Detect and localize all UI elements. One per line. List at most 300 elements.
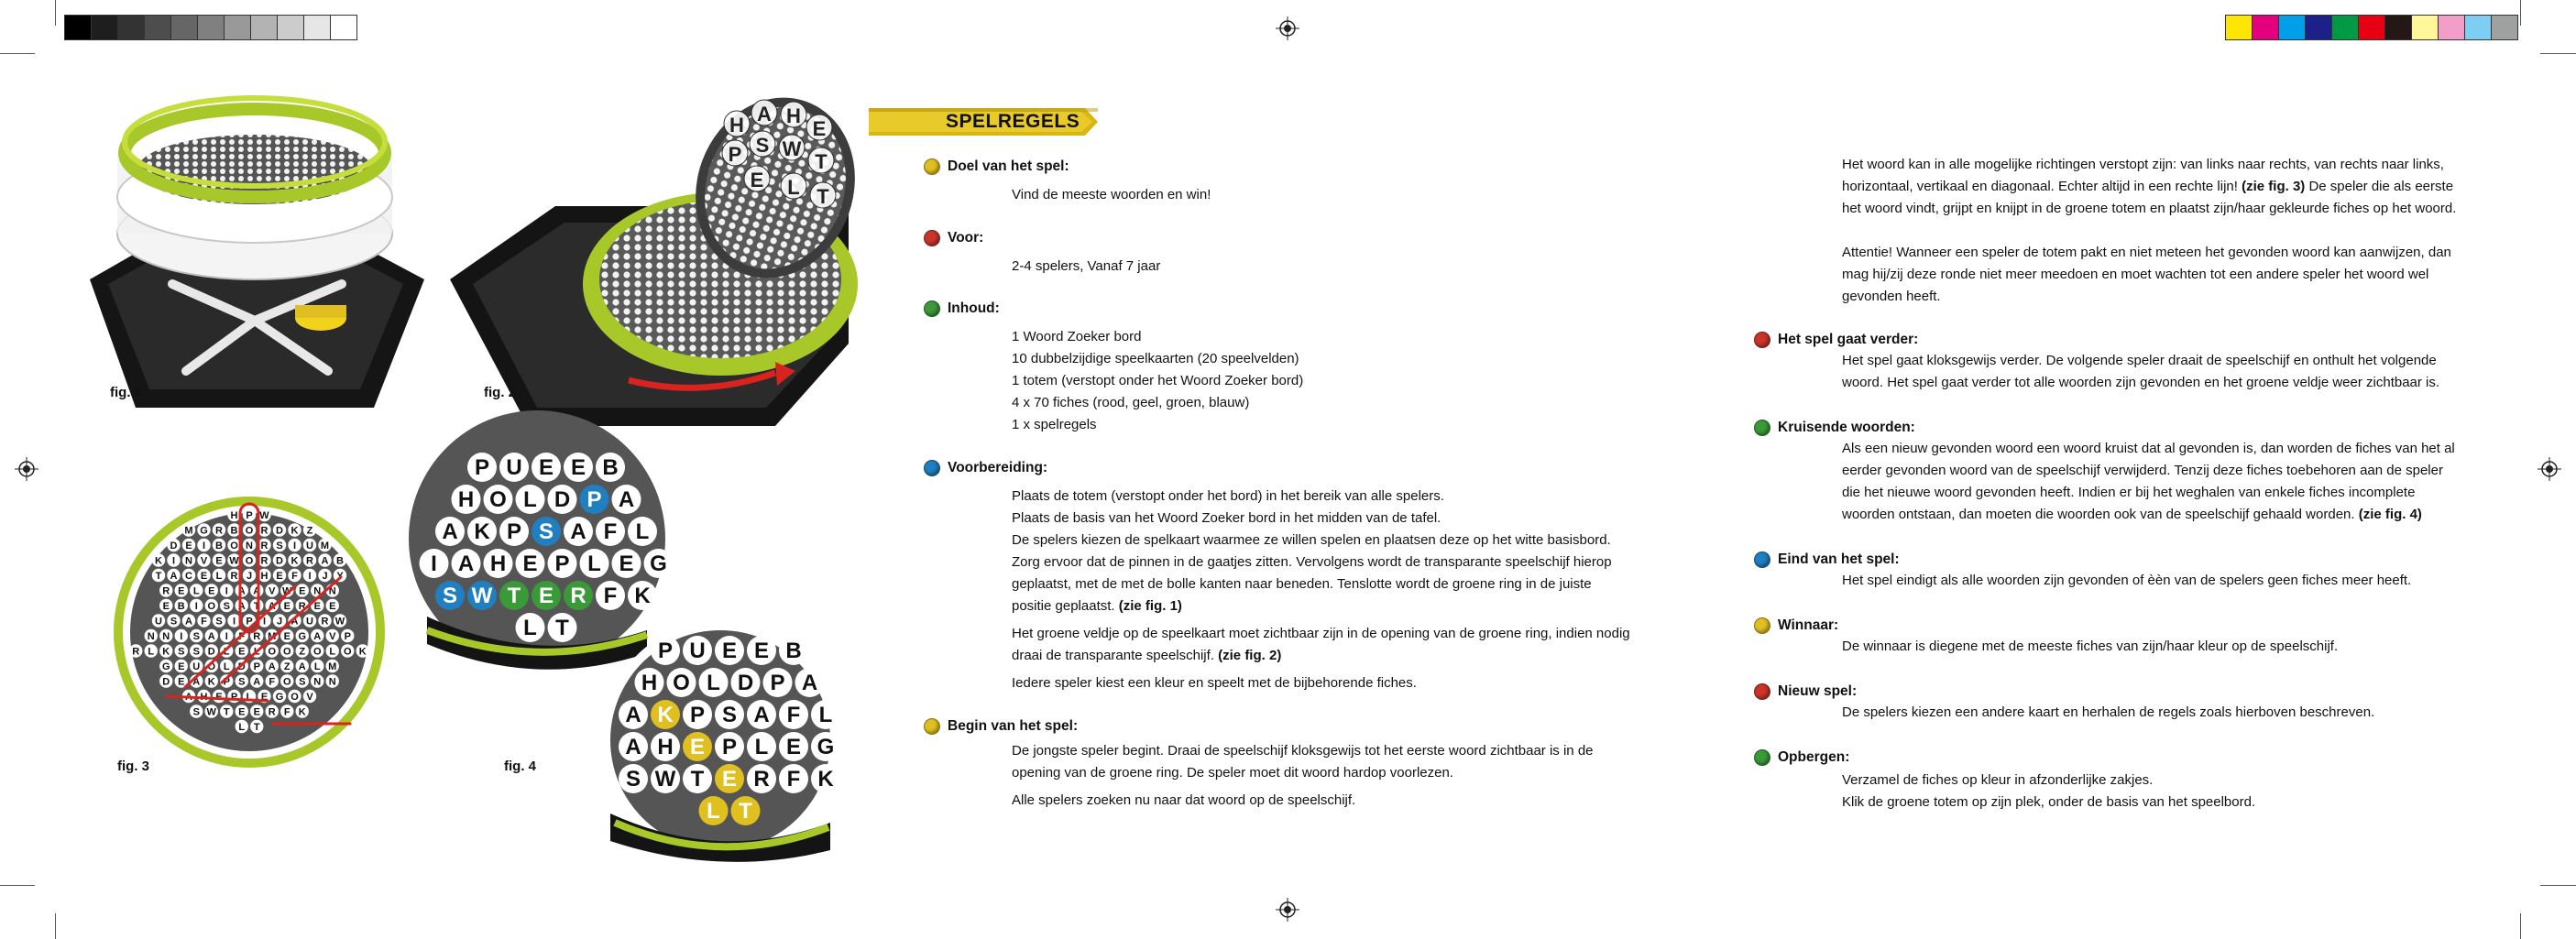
grid-letter: M xyxy=(184,525,193,537)
grid-letter: S xyxy=(238,676,246,688)
grid-letter: E xyxy=(238,646,246,658)
grid-letter: K xyxy=(657,703,674,727)
grid-letter: E xyxy=(215,692,223,703)
grid-letter: Z xyxy=(283,661,290,672)
grid-letter: U xyxy=(192,661,201,672)
section-doel xyxy=(924,157,1211,206)
grid-letter: E xyxy=(178,585,185,597)
grid-letter: D xyxy=(737,671,754,695)
text-span: positie geplaatst. xyxy=(1012,598,1115,614)
color-swatch xyxy=(304,16,331,39)
crop-mark xyxy=(55,0,56,26)
text-line: Klik de groene totem op zijn plek, onder de basis van het speelbord. xyxy=(1842,794,2256,810)
grid-letter: G xyxy=(650,551,667,576)
grid-letter: N xyxy=(246,540,253,551)
grid-letter: S xyxy=(442,584,458,608)
grid-letter: E xyxy=(178,661,185,672)
grid-letter: P xyxy=(246,510,253,521)
grid-letter: W xyxy=(206,706,216,718)
grid-letter: M xyxy=(320,540,330,551)
heading-nieuw: Nieuw spel: xyxy=(1778,683,1858,699)
grid-letter: B xyxy=(230,525,238,537)
grid-letter: R xyxy=(260,540,269,551)
grid-letter: L xyxy=(148,646,155,658)
color-swatch xyxy=(2279,16,2306,39)
grid-letter: V xyxy=(269,585,276,597)
grid-letter: T xyxy=(155,571,162,582)
grid-letter: U xyxy=(506,455,522,480)
grid-letter: O xyxy=(207,601,216,612)
grid-letter: A xyxy=(442,519,458,544)
figure-1-game-board-assembly xyxy=(81,87,429,417)
grid-letter: O xyxy=(268,646,277,658)
grid-letter: T xyxy=(223,706,230,718)
grid-letter: I xyxy=(180,631,183,642)
grid-letter: E xyxy=(238,706,246,718)
grid-letter: F xyxy=(238,631,246,642)
text-line: 10 dubbelzijdige speelkaarten (20 speelvelden) xyxy=(1012,351,1299,366)
heading-eind: Eind van het spel: xyxy=(1778,551,1900,567)
grid-letter: E xyxy=(260,692,269,703)
grid-letter: O xyxy=(312,646,322,658)
grid-letter: D xyxy=(207,646,215,658)
grid-letter: R xyxy=(132,646,140,658)
grid-letter: P xyxy=(586,487,602,512)
grid-letter: O xyxy=(489,487,507,512)
color-swatch xyxy=(278,16,304,39)
grid-letter: R xyxy=(230,571,238,582)
section-begin xyxy=(924,716,1594,812)
text-line xyxy=(1842,176,2456,198)
grid-letter: N xyxy=(147,631,155,642)
grid-letter: J xyxy=(276,616,283,628)
grid-letter: A xyxy=(290,616,299,628)
grid-letter: Z xyxy=(306,525,313,537)
grid-letter: M xyxy=(328,661,337,672)
grid-letter: R xyxy=(215,525,223,537)
grid-letter: E xyxy=(619,551,634,576)
grid-letter: R xyxy=(268,706,276,718)
grid-letter: G xyxy=(275,692,284,703)
figure-reference: (zie fig. 1) xyxy=(1118,598,1182,614)
color-swatch xyxy=(145,16,171,39)
section-winnaar xyxy=(1754,616,2338,658)
grid-letter: E xyxy=(750,169,764,191)
grid-letter: A xyxy=(253,585,261,597)
grid-letter: P xyxy=(246,616,253,628)
grid-letter: S xyxy=(625,767,641,792)
text-line: Het spel eindigt als alle woorden zijn gevonden of èèn van de spelers geen fiches meer heeft. xyxy=(1842,573,2412,588)
grid-letter: K xyxy=(634,584,651,608)
grid-letter: D xyxy=(170,540,178,551)
grid-letter: E xyxy=(276,571,283,582)
grid-letter: E xyxy=(162,601,170,612)
figure-reference: (zie fig. 3) xyxy=(2242,179,2306,194)
grid-letter: U xyxy=(306,616,313,628)
grid-letter: U xyxy=(306,540,313,551)
red-bullet-icon xyxy=(924,230,940,246)
grid-letter: L xyxy=(754,735,769,759)
grid-letter: K xyxy=(162,646,170,658)
color-swatch xyxy=(2332,16,2359,39)
grid-letter: G xyxy=(817,735,835,759)
grid-letter: L xyxy=(635,519,650,544)
crop-mark xyxy=(55,913,56,939)
grid-letter: G xyxy=(161,661,170,672)
grid-letter: P xyxy=(770,671,785,695)
section-richtingen xyxy=(1842,154,2456,308)
grid-letter: A xyxy=(185,692,192,703)
grid-letter: P xyxy=(253,661,260,672)
text-line: woord. Het spel gaat verder tot alle woorden zijn gevonden en het groene veldje weer zichtbaar is. xyxy=(1842,375,2440,390)
grid-letter: S xyxy=(538,519,554,544)
grid-letter: E xyxy=(721,767,738,792)
text-line: Plaats de basis van het Woord Zoeker bord in het midden van de tafel. xyxy=(1012,510,1441,526)
grid-letter: L xyxy=(313,661,321,672)
text-line: 1 totem (verstopt onder het Woord Zoeker bord) xyxy=(1012,373,1304,388)
crop-mark xyxy=(0,53,35,54)
grid-letter: R xyxy=(260,555,269,567)
grid-letter: J xyxy=(246,571,253,582)
grid-letter: H xyxy=(200,692,208,703)
heading-begin: Begin van het spel: xyxy=(948,718,1079,734)
grid-letter: A xyxy=(618,487,635,512)
color-swatch xyxy=(2385,16,2412,39)
grid-letter: A xyxy=(625,703,641,727)
grid-letter: F xyxy=(786,703,801,727)
section-voor xyxy=(924,228,1160,278)
grid-letter: U xyxy=(155,616,162,628)
grid-letter: T xyxy=(815,150,828,173)
section-voorbereiding xyxy=(924,458,1630,694)
grid-letter: K xyxy=(290,525,299,537)
grid-letter: P xyxy=(689,703,706,727)
grid-letter: E xyxy=(538,455,554,480)
grid-letter: S xyxy=(299,676,306,688)
grid-letter: P xyxy=(223,676,230,688)
grid-letter: E xyxy=(200,571,208,582)
grid-letter: O xyxy=(245,555,254,567)
grid-letter: A xyxy=(207,631,215,642)
grid-letter: D xyxy=(554,487,571,512)
text-line: het woord vindt, grijpt en knijpt in de groene totem en plaatst zijn/haar gekleurde fiches op het woord. xyxy=(1842,201,2457,216)
grid-letter: G xyxy=(200,525,208,537)
figure-1-label: fig. 1 xyxy=(110,385,143,400)
grid-letter: P xyxy=(721,735,738,759)
grid-letter: E xyxy=(283,631,290,642)
grid-letter: Z xyxy=(299,646,306,658)
grid-letter: F xyxy=(283,706,290,718)
grid-letter: P xyxy=(344,631,351,642)
text-line: 2-4 spelers, Vanaf 7 jaar xyxy=(1012,258,1161,274)
figure-2-label: fig. 2 xyxy=(484,385,517,400)
grid-letter: E xyxy=(721,639,738,663)
color-swatch xyxy=(2465,16,2492,39)
color-swatch xyxy=(2492,16,2517,39)
text-line: De winnaar is diegene met de meeste fiches van zijn/haar kleur op de speelschijf. xyxy=(1842,639,2339,654)
grid-letter: H xyxy=(641,671,658,695)
grid-letter: H xyxy=(657,735,674,759)
grid-letter: D xyxy=(276,555,283,567)
text-line: Het groene veldje op de speelkaart moet zichtbaar zijn in de opening van de groene ring, indien nodig xyxy=(1012,626,1630,641)
grid-letter: I xyxy=(262,616,267,628)
grid-letter: L xyxy=(215,571,223,582)
grid-letter: N xyxy=(328,585,336,597)
cmyk-color-bar xyxy=(2225,15,2518,40)
registration-mark-icon xyxy=(15,457,38,481)
grid-letter: W xyxy=(229,555,239,567)
grid-letter: T xyxy=(253,722,260,733)
grid-letter: F xyxy=(269,676,276,688)
text-line: 1 Woord Zoeker bord xyxy=(1012,329,1142,344)
grid-letter: W xyxy=(471,584,493,608)
text-line: Plaats de totem (verstopt onder het bord) in het bereik van alle spelers. xyxy=(1012,488,1444,504)
grid-letter: A xyxy=(237,601,246,612)
text-span: horizontaal, vertikaal en diagonaal. Echter altijd in een rechte lijn! xyxy=(1842,179,2238,194)
grid-letter: A xyxy=(298,661,306,672)
grid-letter: B xyxy=(215,540,223,551)
text-line: De jongste speler begint. Draai de speelschijf kloksgewijs tot het eerste woord zichtbaar is in de xyxy=(1012,743,1594,759)
red-bullet-icon xyxy=(1754,332,1770,348)
grid-letter: T xyxy=(253,601,260,612)
grid-letter: I xyxy=(308,571,312,582)
grid-letter: I xyxy=(431,551,437,576)
grid-letter: N xyxy=(185,555,192,567)
grid-letter: H xyxy=(230,510,238,521)
grid-letter: A xyxy=(237,585,246,597)
color-swatch xyxy=(118,16,145,39)
grid-letter: P xyxy=(506,519,522,544)
blue-bullet-icon xyxy=(1754,551,1770,568)
grid-letter: A xyxy=(170,571,178,582)
section-nieuw xyxy=(1754,682,2374,724)
text-line: eerder gevonden woord van de speelschijf verwijderd. Tenzij deze fiches toebehoren aan de speler xyxy=(1842,463,2443,478)
grid-letter: P xyxy=(657,639,674,663)
grid-letter: T xyxy=(817,185,829,208)
grid-letter: E xyxy=(689,735,706,759)
grid-letter: D xyxy=(276,525,283,537)
color-swatch xyxy=(2226,16,2253,39)
yellow-bullet-icon xyxy=(924,158,940,175)
grid-letter: L xyxy=(587,551,601,576)
grid-letter: E xyxy=(753,639,770,663)
grid-letter: K xyxy=(290,555,299,567)
text-line: Alle spelers zoeken nu naar dat woord op de speelschijf. xyxy=(1012,792,1356,808)
grid-letter: L xyxy=(192,585,200,597)
text-span: draai de transparante speelschijf. xyxy=(1012,648,1214,663)
grid-letter: K xyxy=(298,706,306,718)
grid-letter: E xyxy=(329,601,336,612)
grid-letter: A xyxy=(753,703,770,727)
grid-letter: G xyxy=(298,631,307,642)
crop-mark xyxy=(2520,913,2521,939)
text-line: Als een nieuw gevonden woord een woord kruist dat al gevonden is, dan worden de fiches van het al xyxy=(1842,441,2455,456)
grid-letter: C xyxy=(185,571,192,582)
grid-letter: F xyxy=(786,767,801,792)
grid-letter: N xyxy=(313,585,322,597)
grid-letter: E xyxy=(185,540,192,551)
grid-letter: I xyxy=(232,616,236,628)
grid-letter: J xyxy=(322,571,328,582)
grid-letter: F xyxy=(201,616,207,628)
grid-letter: F xyxy=(603,519,618,544)
heading-kruisende: Kruisende woorden: xyxy=(1778,420,1915,435)
crop-mark xyxy=(0,885,35,886)
heading-opbergen: Opbergen: xyxy=(1778,749,1850,765)
grid-letter: Y xyxy=(336,571,344,582)
heading-doel: Doel van het spel: xyxy=(948,158,1069,174)
grid-letter: R xyxy=(260,525,269,537)
text-line xyxy=(1842,504,2455,526)
color-swatch xyxy=(2359,16,2385,39)
grid-letter: L xyxy=(707,799,720,824)
grid-letter: E xyxy=(812,117,827,140)
text-span: De speler die als eerste xyxy=(2308,179,2454,194)
grid-letter: T xyxy=(739,799,752,824)
grid-letter: L xyxy=(523,487,537,512)
color-swatch xyxy=(92,16,118,39)
grid-letter: O xyxy=(290,692,299,703)
text-line: De spelers kiezen een andere kaart en herhalen de regels zoals hierboven beschreven. xyxy=(1842,704,2375,720)
text-line: 4 x 70 fiches (rood, geel, groen, blauw) xyxy=(1012,395,1250,410)
registration-mark-icon xyxy=(2538,457,2561,481)
grid-letter: A xyxy=(625,735,641,759)
grid-letter: F xyxy=(603,584,618,608)
yellow-bullet-icon xyxy=(924,718,940,735)
grid-letter: I xyxy=(292,540,297,551)
grid-letter: I xyxy=(202,540,206,551)
grid-letter: H xyxy=(786,104,801,127)
grid-letter: B xyxy=(602,455,619,480)
grid-letter: K xyxy=(207,676,215,688)
grid-letter: O xyxy=(282,646,291,658)
grid-letter: R xyxy=(253,631,261,642)
grid-letter: P xyxy=(474,455,490,480)
grid-letter: N xyxy=(313,676,322,688)
grid-letter: H xyxy=(260,571,269,582)
grid-letter: K xyxy=(474,519,490,544)
figure-4-crossing-words xyxy=(427,447,835,859)
text-line: Zorg ervoor dat de pinnen in de gaatjes zitten. Vervolgens wordt de transparante speelschijf hierop xyxy=(1012,554,1612,570)
grid-letter: E xyxy=(299,585,306,597)
grid-letter: W xyxy=(282,585,292,597)
grid-letter: P xyxy=(728,143,742,166)
grid-letter: T xyxy=(507,584,521,608)
grid-letter: R xyxy=(162,585,170,597)
grid-letter: T xyxy=(555,616,569,640)
grid-letter: E xyxy=(522,551,538,576)
grid-letter: K xyxy=(155,555,162,567)
grid-letter: S xyxy=(192,706,200,718)
grid-letter: A xyxy=(253,676,261,688)
text-line: Het spel gaat kloksgewijs verder. De volgende speler draait de speelschijf en onthult het volgende xyxy=(1842,353,2437,368)
color-swatch xyxy=(65,16,92,39)
grid-letter: H xyxy=(457,487,475,512)
grid-letter: E xyxy=(283,601,290,612)
grid-letter: W xyxy=(259,510,269,521)
grid-letter: E xyxy=(785,735,802,759)
grid-letter: A xyxy=(313,631,322,642)
text-line: gevonden heeft. xyxy=(1842,289,1941,304)
text-line: Het woord kan in alle mogelijke richtingen verstopt zijn: van links naar rechts, van rechts naar links, xyxy=(1842,157,2444,172)
grid-letter: O xyxy=(343,646,352,658)
grid-letter: L xyxy=(707,671,720,695)
grid-letter: M xyxy=(268,631,277,642)
text-line: Attentie! Wanneer een speler de totem pakt en niet meteen het gevonden woord kan aanwijzen, dan xyxy=(1842,245,2451,260)
grid-letter: D xyxy=(162,676,170,688)
text-line xyxy=(1012,595,1630,617)
registration-mark-icon xyxy=(1276,898,1299,922)
grid-letter: N xyxy=(162,631,170,642)
color-swatch xyxy=(251,16,278,39)
grid-letter: L xyxy=(223,646,230,658)
heading-verder: Het spel gaat verder: xyxy=(1778,332,1919,347)
grid-letter: W xyxy=(334,616,345,628)
grid-letter: U xyxy=(689,639,706,663)
grid-letter: E xyxy=(208,585,215,597)
grid-letter: F xyxy=(291,571,298,582)
text-line: Verzamel de fiches op kleur in afzonderlijke zakjes. xyxy=(1842,772,2154,788)
grid-letter: I xyxy=(171,555,176,567)
grid-letter: A xyxy=(268,601,276,612)
grid-letter: A xyxy=(801,671,818,695)
grid-letter: S xyxy=(192,646,200,658)
color-swatch xyxy=(331,16,356,39)
color-swatch xyxy=(2306,16,2332,39)
grid-letter: H xyxy=(729,114,744,136)
grid-letter: D xyxy=(237,661,246,672)
grid-letter: R xyxy=(298,601,306,612)
grid-letter: V xyxy=(200,555,208,567)
grid-letter: S xyxy=(192,631,200,642)
rules-title: SPELREGELS xyxy=(946,111,1080,132)
grid-letter: O xyxy=(207,661,216,672)
color-swatch xyxy=(2439,16,2465,39)
grid-letter: P xyxy=(554,551,570,576)
figure-2-ring-rotation xyxy=(445,87,858,435)
grid-letter: S xyxy=(276,540,283,551)
grid-letter: P xyxy=(230,692,238,703)
grid-letter: I xyxy=(194,601,198,612)
grid-letter: S xyxy=(755,134,770,157)
text-line: opening van de groene ring. De speler moet dit woord hardop voorlezen. xyxy=(1012,765,1453,781)
grid-letter: I xyxy=(225,631,228,642)
grayscale-color-bar xyxy=(64,15,357,40)
text-line: mag hij/zij deze ronde niet meer meedoen en moet wachten tot een andere speler het woord wel xyxy=(1842,267,2429,282)
grid-letter: S xyxy=(178,646,185,658)
grid-letter: E xyxy=(538,584,554,608)
grid-letter: I xyxy=(225,585,228,597)
grid-letter: R xyxy=(753,767,770,792)
grid-letter: L xyxy=(329,646,336,658)
grid-letter: E xyxy=(313,601,321,612)
registration-mark-icon xyxy=(1276,16,1299,40)
grid-letter: L xyxy=(246,692,253,703)
grid-letter: S xyxy=(170,616,178,628)
grid-letter: A xyxy=(268,661,276,672)
grid-letter: O xyxy=(230,540,238,551)
grid-letter: E xyxy=(215,555,223,567)
grid-letter: S xyxy=(721,703,738,727)
grid-letter: B xyxy=(336,555,344,567)
grid-letter: E xyxy=(178,676,185,688)
grid-letter: L xyxy=(818,703,833,727)
section-eind xyxy=(1754,550,2411,592)
color-swatch xyxy=(171,16,198,39)
grid-letter: O xyxy=(673,671,690,695)
section-opbergen xyxy=(1754,748,2255,813)
grid-letter: E xyxy=(570,455,586,480)
